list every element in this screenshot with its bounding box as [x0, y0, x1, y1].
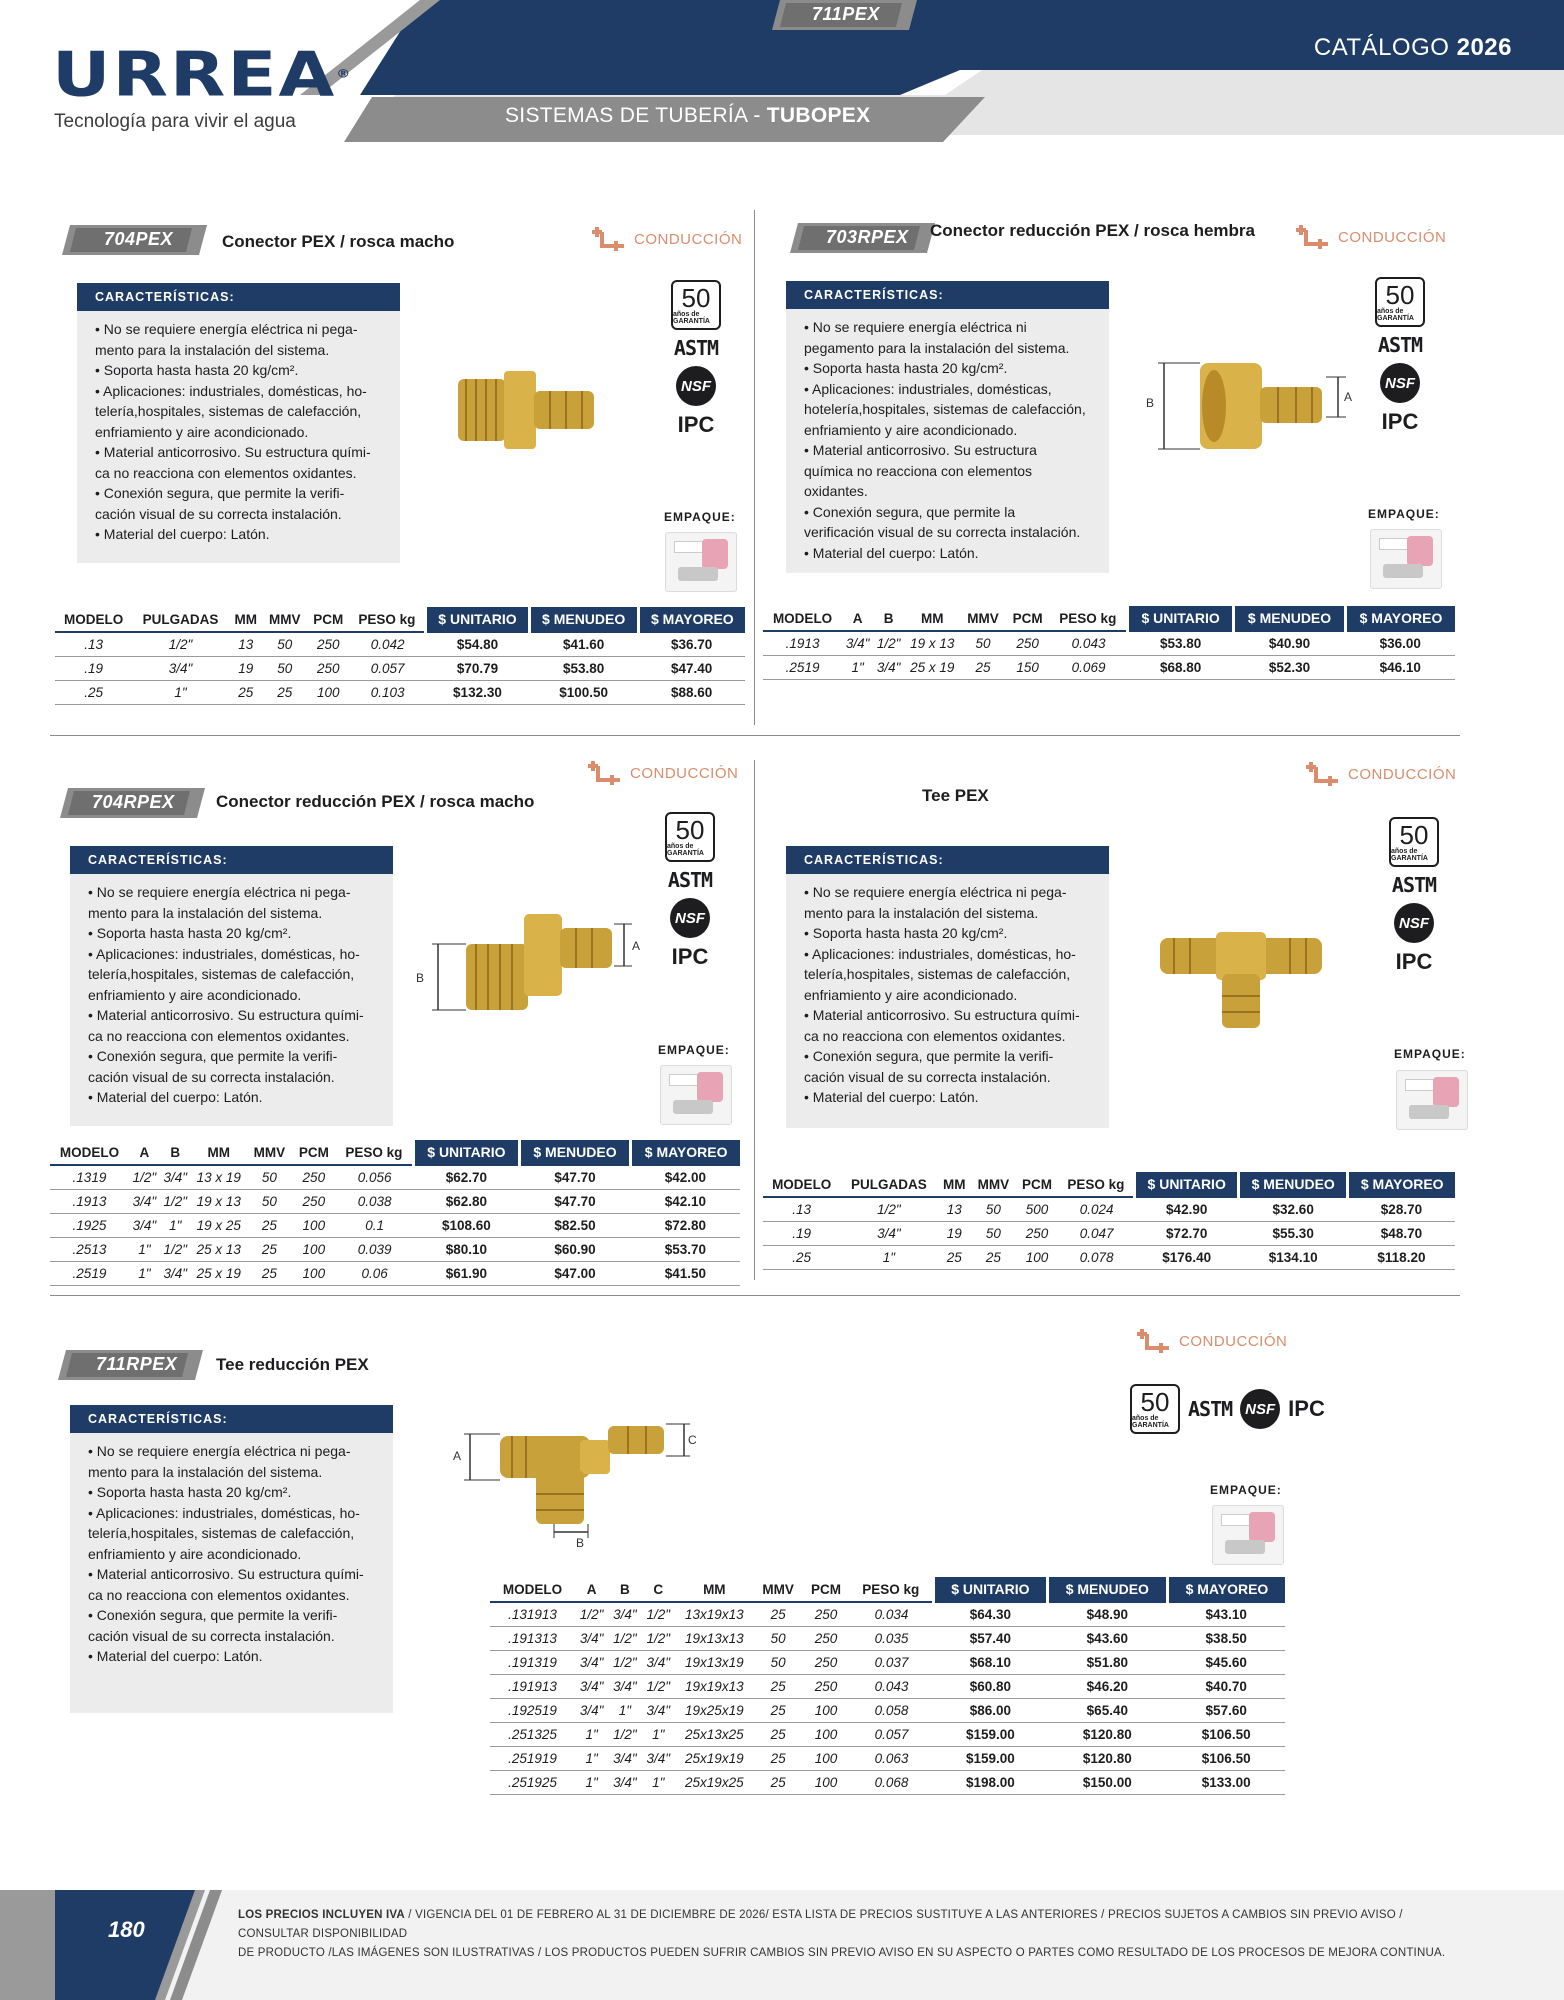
- table-row: .25 1" 25 25 100 0.103 $132.30 $100.50 $88.60: [55, 681, 745, 705]
- table-row: .191319 3/4" 1/2" 3/4" 19x13x19 50 250 0.037 $68.10 $51.80 $45.60: [490, 1651, 1285, 1675]
- product-title: Tee PEX: [922, 786, 989, 805]
- model-badge-703rpex: 703RPEX: [790, 223, 935, 253]
- table-row: .13 1/2" 13 50 250 0.042 $54.80 $41.60 $36.70: [55, 632, 745, 657]
- brand-tagline: Tecnología para vivir el agua: [54, 111, 296, 132]
- warranty-badge: 50 años de GARANTÍA: [1130, 1384, 1180, 1434]
- nsf-logo: NSF: [676, 366, 716, 406]
- table-row: .191913 3/4" 3/4" 1/2" 19x19x13 25 250 0.043 $60.80 $46.20 $40.70: [490, 1675, 1285, 1699]
- astm-logo: ASTM: [1377, 333, 1423, 357]
- table-row: .1913 3/4" 1/2" 19 x 13 50 250 0.038 $62.80 $47.70 $42.10: [50, 1190, 740, 1214]
- features-heading: CARACTERÍSTICAS:: [70, 1405, 393, 1433]
- warranty-badge: 50 años de GARANTÍA: [665, 812, 715, 862]
- table-row: .131913 1/2" 3/4" 1/2" 13x19x13 25 250 0.034 $64.30 $48.90 $43.10: [490, 1602, 1285, 1627]
- product-title: Conector reducción PEX / rosca macho: [216, 792, 535, 811]
- empaque-label: EMPAQUE:: [1210, 1483, 1282, 1497]
- features-box: [70, 1405, 393, 1713]
- table-row: .2513 1" 1/2" 25 x 13 25 100 0.039 $80.10 $60.90 $53.70: [50, 1238, 740, 1262]
- features-box: [786, 281, 1109, 573]
- fitting-image-704rpex: [410, 910, 640, 1020]
- dimension-label: A: [632, 939, 640, 953]
- fitting-image-703rpex: [1140, 355, 1360, 455]
- product-title: Conector PEX / rosca macho: [222, 232, 455, 251]
- conduction-icon: [1302, 759, 1342, 789]
- product-title: Conector reducción PEX / rosca hembra: [930, 221, 1255, 240]
- fitting-image-711pex: [1158, 918, 1324, 1030]
- table-row: .13 1/2" 13 50 500 0.024 $42.90 $32.60 $28.70: [763, 1197, 1455, 1222]
- conduction-badge: CONDUCCIÓN: [1292, 222, 1446, 252]
- astm-logo: ASTM: [673, 336, 719, 360]
- table-row: .192519 3/4" 1" 3/4" 19x25x19 25 100 0.058 $86.00 $65.40 $57.60: [490, 1699, 1285, 1723]
- ipc-logo: IPC: [1381, 409, 1419, 434]
- price-table-711pex: MODELO PULGADAS MM MMV PCM PESO kg $ UNITARIO $ MENUDEO $ MAYOREO .13 1/2" 13 50 500 0.024 $42.90 $32.60 $28.70 .19 3/4" 19 50 250 0.047 $72.70 $55.30 $48.70 .25 1" 25 25 100 0.078 $176.40 $134.10 $118.20: [763, 1172, 1455, 1270]
- features-heading: CARACTERÍSTICAS:: [70, 846, 393, 874]
- dimension-label: B: [416, 971, 425, 985]
- price-table-711rpex: MODELO A B C MM MMV PCM PESO kg $ UNITARIO $ MENUDEO $ MAYOREO .131913 1/2" 3/4" 1/2" 13x19x13 25 250 0.034 $64.30 $48.90 $43.10 .191313 3/4" 1/2" 1/2" 19x13x13 50 250 0.035 $57.40 $43.60 $38.50 .191319 3/4" 1/2" 3/4" 19x13x19 50 250 0.037 $68.10 $51.80 $45.60 .191913 3/4" 3/4" 1/2" 19x19x13 25 250 0.043 $60.80 $46.20 $40.70 .192519 3/4" 1" 3/4" 19x25x19 25 100 0.058 $86.00 $65.40 $57.60 .251325 1" 1/2" 1" 25x13x25 25 100 0.057 $159.00 $120.80 $106.50 .251919 1" 3/4" 3/4" 25x19x19 25 100 0.063 $159.00 $120.80 $106.50 .251925 1" 3/4" 1" 25x19x25 25 100 0.068 $198.00 $150.00 $133.00: [490, 1577, 1285, 1795]
- nsf-logo: NSF: [1240, 1389, 1280, 1429]
- features-heading: CARACTERÍSTICAS:: [77, 283, 400, 311]
- ipc-logo: IPC: [1288, 1396, 1325, 1421]
- model-badge-704rpex: 704RPEX: [60, 788, 205, 818]
- conduction-badge: CONDUCCIÓN: [584, 758, 738, 788]
- features-box: [786, 846, 1109, 1128]
- table-row: .251919 1" 3/4" 3/4" 25x19x19 25 100 0.063 $159.00 $120.80 $106.50: [490, 1747, 1285, 1771]
- ipc-logo: IPC: [677, 412, 715, 437]
- table-row: .1925 3/4" 1" 19 x 25 25 100 0.1 $108.60 $82.50 $72.80: [50, 1214, 740, 1238]
- conduction-badge: CONDUCCIÓN: [1302, 759, 1456, 789]
- fitting-image-704pex: [452, 365, 602, 455]
- table-row: .1319 1/2" 3/4" 13 x 19 50 250 0.056 $62.70 $47.70 $42.00: [50, 1165, 740, 1190]
- package-image: [1212, 1505, 1284, 1565]
- nsf-logo: NSF: [1394, 903, 1434, 943]
- empaque-label: EMPAQUE:: [658, 1043, 730, 1057]
- features-heading: CARACTERÍSTICAS:: [786, 846, 1109, 874]
- certifications: [1370, 277, 1430, 435]
- row-divider-2: [50, 1295, 1460, 1296]
- certifications-row: [1130, 1384, 1325, 1434]
- features-box: [70, 846, 393, 1126]
- dimension-label: B: [576, 1536, 585, 1550]
- warranty-badge: 50 años de GARANTÍA: [1375, 277, 1425, 327]
- nsf-logo: NSF: [670, 898, 710, 938]
- dimension-label: A: [453, 1449, 462, 1463]
- package-image: [660, 1065, 732, 1125]
- conduction-badge: CONDUCCIÓN: [1133, 1326, 1287, 1356]
- nsf-logo: NSF: [1380, 363, 1420, 403]
- table-row: .191313 3/4" 1/2" 1/2" 19x13x13 50 250 0.035 $57.40 $43.60 $38.50: [490, 1627, 1285, 1651]
- features-list: • No se requiere energía eléctrica ni pega- mento para la instalación del sistema. • Soporta hasta hasta 20 kg/cm². • Aplicaciones: industriales, domésticas, ho- telería,hospitales, sistemas de calefacción, enfriamiento y aire acondicionado. • Material anticorrosivo. Su estructura quími- ca no reacciona con elementos oxidantes. • Conexión segura, que permite la verifi- cación visual de su correcta instalación. • Material del cuerpo: Latón.: [88, 1443, 364, 1664]
- conduction-icon: [1133, 1326, 1173, 1356]
- fitting-image-711rpex: [450, 1410, 700, 1550]
- ipc-logo: IPC: [1395, 949, 1433, 974]
- table-row: .25 1" 25 25 100 0.078 $176.40 $134.10 $118.20: [763, 1246, 1455, 1270]
- certifications: [1384, 817, 1444, 975]
- conduction-badge: CONDUCCIÓN: [588, 224, 742, 254]
- package-image: [1396, 1070, 1468, 1130]
- dimension-label: C: [688, 1433, 697, 1447]
- package-image: [1370, 529, 1442, 589]
- features-heading: CARACTERÍSTICAS:: [786, 281, 1109, 309]
- model-badge-704pex: 704PEX: [62, 225, 207, 255]
- features-list: • No se requiere energía eléctrica ni pega- mento para la instalación del sistema. • Soporta hasta hasta 20 kg/cm². • Aplicaciones: industriales, domésticas, ho- telería,hospitales, sistemas de calefacción, enfriamiento y aire acondicionado. • Material anticorrosivo. Su estructura quími- ca no reacciona con elementos oxidantes. • Conexión segura, que permite la verifi- cación visual de su correcta instalación. • Material del cuerpo: Latón.: [95, 321, 371, 542]
- features-list: • No se requiere energía eléctrica ni pegamento para la instalación del sistema. • Soporta hasta hasta 20 kg/cm². • Aplicaciones: industriales, domésticas, hotelería,hospitales, sistemas de calefacción, enfriamiento y aire acondicionado. • Material anticorrosivo. Su estructura química no reacciona con elementos oxidantes. • Conexión segura, que permite la verificación visual de su correcta instalación. • Material del cuerpo: Latón.: [804, 319, 1086, 561]
- table-row: .251925 1" 3/4" 1" 25x19x25 25 100 0.068 $198.00 $150.00 $133.00: [490, 1771, 1285, 1795]
- table-row: .2519 1" 3/4" 25 x 19 25 100 0.06 $61.90 $47.00 $41.50: [50, 1262, 740, 1286]
- certifications: [666, 280, 726, 438]
- brand-logo: URREA®: [52, 38, 353, 110]
- astm-logo: ASTM: [667, 868, 713, 892]
- dimension-label: A: [1344, 390, 1353, 404]
- table-row: .2519 1" 3/4" 25 x 19 25 150 0.069 $68.80 $52.30 $46.10: [763, 656, 1455, 680]
- features-list: • No se requiere energía eléctrica ni pega- mento para la instalación del sistema. • Soporta hasta hasta 20 kg/cm². • Aplicaciones: industriales, domésticas, ho- telería,hospitales, sistemas de calefacción, enfriamiento y aire acondicionado. • Material anticorrosivo. Su estructura quími- ca no reacciona con elementos oxidantes. • Conexión segura, que permite la verifi- cación visual de su correcta instalación. • Material del cuerpo: Latón.: [88, 884, 364, 1105]
- row-divider-1: [50, 735, 1460, 736]
- table-row: .1913 3/4" 1/2" 19 x 13 50 250 0.043 $53.80 $40.90 $36.00: [763, 631, 1455, 656]
- features-box: [77, 283, 400, 563]
- column-divider-middle: [754, 760, 755, 1280]
- table-row: .19 3/4" 19 50 250 0.047 $72.70 $55.30 $48.70: [763, 1222, 1455, 1246]
- price-table-704rpex: MODELO A B MM MMV PCM PESO kg $ UNITARIO $ MENUDEO $ MAYOREO .1319 1/2" 3/4" 13 x 19 50 250 0.056 $62.70 $47.70 $42.00 .1913 3/4" 1/2" 19 x 13 50 250 0.038 $62.80 $47.70 $42.10 .1925 3/4" 1" 19 x 25 25 100 0.1 $108.60 $82.50 $72.80 .2513 1" 1/2" 25 x 13 25 100 0.039 $80.10 $60.90 $53.70 .2519 1" 3/4" 25 x 19 25 100 0.06 $61.90 $47.00 $41.50: [50, 1140, 740, 1286]
- table-row: .251325 1" 1/2" 1" 25x13x25 25 100 0.057 $159.00 $120.80 $106.50: [490, 1723, 1285, 1747]
- page-number: 180: [108, 1917, 145, 1942]
- footer-disclaimer: LOS PRECIOS INCLUYEN IVA / VIGENCIA DEL 01 DE FEBRERO AL 31 DE DICIEMBRE DE 2026/ ESTA LISTA DE PRECIOS SUSTITUYE A LAS ANTERIORES / PRECIOS SUJETOS A CAMBIOS SIN PREVIO AVISO / CONSULTAR DISPONIBILIDAD DE PRODUCTO /LAS IMÁGENES SON ILUSTRATIVAS / LOS PRODUCTOS PUEDEN SUFRIR CAMBIOS SIN PREVIO AVISO EN SU ASPECTO O PARTES COMO RESULTADO DE LOS PROCESOS DE MEJORA CONTINUA.: [238, 1909, 1446, 1959]
- product-title: Tee reducción PEX: [216, 1355, 369, 1374]
- model-badge-711rpex: 711RPEX: [58, 1350, 203, 1380]
- empaque-label: EMPAQUE:: [664, 510, 736, 524]
- warranty-badge: 50 años de GARANTÍA: [1389, 817, 1439, 867]
- features-list: • No se requiere energía eléctrica ni pega- mento para la instalación del sistema. • Soporta hasta hasta 20 kg/cm². • Aplicaciones: industriales, domésticas, ho- telería,hospitales, sistemas de calefacción, enfriamiento y aire acondicionado. • Material anticorrosivo. Su estructura quími- ca no reacciona con elementos oxidantes. • Conexión segura, que permite la verifi- cación visual de su correcta instalación. • Material del cuerpo: Latón.: [804, 884, 1080, 1105]
- section-title: SISTEMAS DE TUBERÍA - TUBOPEX: [505, 104, 871, 127]
- conduction-icon: [584, 758, 624, 788]
- price-table-704pex: MODELO PULGADAS MM MMV PCM PESO kg $ UNITARIO $ MENUDEO $ MAYOREO .13 1/2" 13 50 250 0.042 $54.80 $41.60 $36.70 .19 3/4" 19 50 250 0.057 $70.79 $53.80 $47.40 .25 1" 25 25 100 0.103 $132.30 $100.50 $88.60: [55, 607, 745, 705]
- ipc-logo: IPC: [671, 944, 709, 969]
- price-table-703rpex: MODELO A B MM MMV PCM PESO kg $ UNITARIO $ MENUDEO $ MAYOREO .1913 3/4" 1/2" 19 x 13 50 250 0.043 $53.80 $40.90 $36.00 .2519 1" 3/4" 25 x 19 25 150 0.069 $68.80 $52.30 $46.10: [763, 606, 1455, 680]
- conduction-icon: [588, 224, 628, 254]
- column-divider-top: [754, 210, 755, 725]
- catalog-label: CATÁLOGO 2026: [1313, 34, 1512, 61]
- warranty-badge: 50 años de GARANTÍA: [671, 280, 721, 330]
- package-image: [665, 532, 737, 592]
- empaque-label: EMPAQUE:: [1368, 507, 1440, 521]
- dimension-label: B: [1146, 396, 1155, 410]
- empaque-label: EMPAQUE:: [1394, 1047, 1466, 1061]
- certifications: [660, 812, 720, 970]
- table-row: .19 3/4" 19 50 250 0.057 $70.79 $53.80 $47.40: [55, 657, 745, 681]
- astm-logo: ASTM: [1391, 873, 1437, 897]
- conduction-icon: [1292, 222, 1332, 252]
- astm-logo: ASTM: [1188, 1397, 1233, 1421]
